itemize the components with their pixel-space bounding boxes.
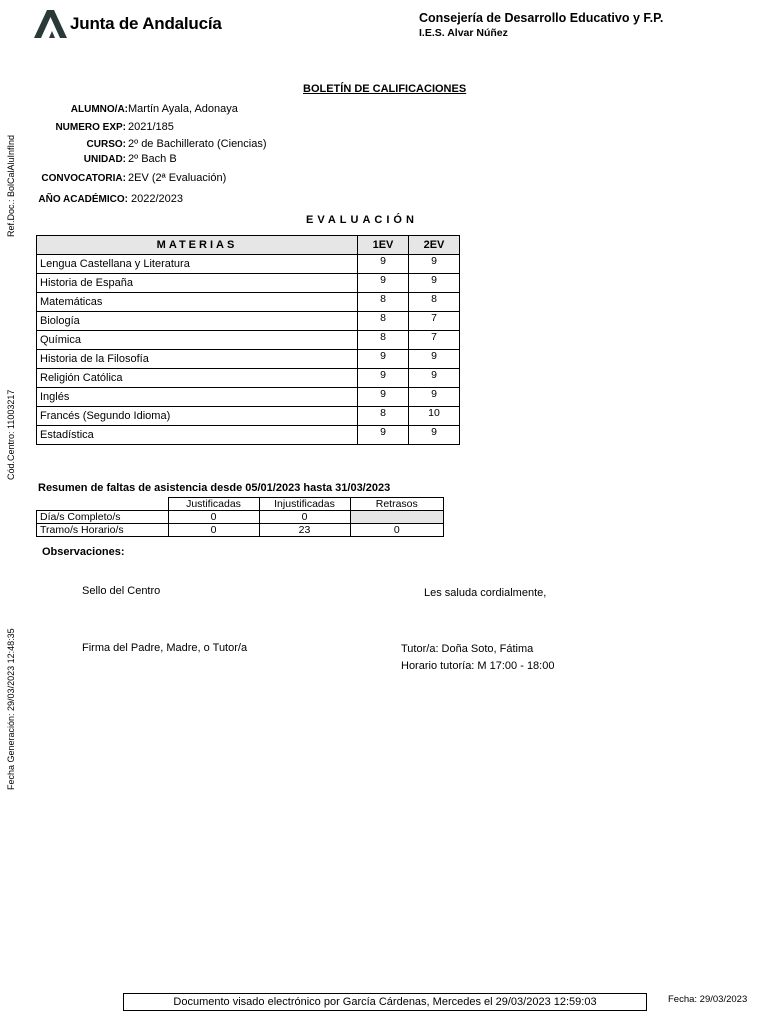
grade-2ev: 9 bbox=[409, 388, 460, 407]
exp-label: NUMERO EXP: bbox=[55, 122, 126, 133]
visado-footer: Documento visado electrónico por García Cárdenas, Mercedes el 29/03/2023 12:59:03 bbox=[123, 993, 647, 1011]
attendance-title: Resumen de faltas de asistencia desde 05/01/2023 hasta 31/03/2023 bbox=[38, 482, 391, 494]
fecha-generacion-side-text: Fecha Generación: 29/03/2023 12:48:35 bbox=[6, 628, 16, 790]
attendance-row-label: Tramo/s Horario/s bbox=[37, 524, 169, 537]
grade-1ev: 9 bbox=[358, 426, 409, 445]
evaluacion-title: EVALUACIÓN bbox=[306, 214, 418, 226]
ev1-header: 1EV bbox=[358, 236, 409, 255]
grade-1ev: 8 bbox=[358, 312, 409, 331]
curso-value: 2º de Bachillerato (Ciencias) bbox=[128, 138, 267, 150]
justificadas-header: Justificadas bbox=[168, 498, 259, 511]
convocatoria-value: 2EV (2ª Evaluación) bbox=[128, 172, 227, 184]
grade-2ev: 9 bbox=[409, 274, 460, 293]
attendance-row-label: Día/s Completo/s bbox=[37, 511, 169, 524]
anio-value: 2022/2023 bbox=[131, 193, 183, 205]
tutor-name: Tutor/a: Doña Soto, Fátima bbox=[401, 643, 534, 655]
subject-name: Matemáticas bbox=[37, 293, 358, 312]
horario-tutoria: Horario tutoría: M 17:00 - 18:00 bbox=[401, 660, 555, 672]
subject-name: Química bbox=[37, 331, 358, 350]
grade-1ev: 9 bbox=[358, 274, 409, 293]
materias-header: MATERIAS bbox=[37, 236, 358, 255]
saludo: Les saluda cordialmente, bbox=[424, 587, 547, 599]
table-row bbox=[37, 255, 460, 274]
ev2-header: 2EV bbox=[409, 236, 460, 255]
subject-name: Historia de España bbox=[37, 274, 358, 293]
grade-2ev: 9 bbox=[409, 426, 460, 445]
sello-centro: Sello del Centro bbox=[82, 585, 161, 597]
ref-doc-side-text: Ref.Doc.: BolCalAluInfInd bbox=[6, 134, 16, 237]
junta-logo-icon bbox=[34, 10, 68, 40]
footer-date: Fecha: 29/03/2023 bbox=[668, 994, 748, 1005]
grade-1ev: 9 bbox=[358, 369, 409, 388]
grade-2ev: 8 bbox=[409, 293, 460, 312]
junta-logo bbox=[34, 10, 222, 40]
exp-value: 2021/185 bbox=[128, 121, 174, 133]
subject-name: Lengua Castellana y Literatura bbox=[37, 255, 358, 274]
subject-name: Biología bbox=[37, 312, 358, 331]
table-row bbox=[37, 293, 460, 312]
grade-1ev: 8 bbox=[358, 293, 409, 312]
document-title: BOLETÍN DE CALIFICACIONES bbox=[303, 83, 467, 95]
attendance-header-row bbox=[37, 498, 444, 511]
injustificadas-value: 23 bbox=[259, 524, 350, 537]
grade-2ev: 9 bbox=[409, 350, 460, 369]
unidad-label: UNIDAD: bbox=[83, 154, 126, 165]
table-row bbox=[37, 331, 460, 350]
justificadas-value: 0 bbox=[168, 524, 259, 537]
retrasos-value: 0 bbox=[350, 524, 444, 537]
convocatoria-label: CONVOCATORIA: bbox=[41, 173, 126, 184]
grade-2ev: 7 bbox=[409, 312, 460, 331]
grade-1ev: 8 bbox=[358, 407, 409, 426]
injustificadas-header: Injustificadas bbox=[259, 498, 350, 511]
cod-centro-side-text: Cód.Centro: 11003217 bbox=[6, 389, 16, 480]
alumno-value: Martín Ayala, Adonaya bbox=[128, 103, 238, 115]
grade-2ev: 9 bbox=[409, 255, 460, 274]
subject-name: Inglés bbox=[37, 388, 358, 407]
table-row bbox=[37, 350, 460, 369]
table-row bbox=[37, 312, 460, 331]
attendance-table bbox=[36, 497, 444, 537]
grade-2ev: 7 bbox=[409, 331, 460, 350]
table-row bbox=[37, 274, 460, 293]
subject-name: Estadística bbox=[37, 426, 358, 445]
grade-1ev: 9 bbox=[358, 350, 409, 369]
alumno-label: ALUMNO/A: bbox=[70, 104, 128, 115]
unidad-value: 2º Bach B bbox=[128, 153, 177, 165]
subject-name: Historia de la Filosofía bbox=[37, 350, 358, 369]
centro-name: I.E.S. Alvar Núñez bbox=[419, 27, 508, 39]
table-row bbox=[37, 388, 460, 407]
grades-header-row bbox=[37, 236, 460, 255]
grade-1ev: 9 bbox=[358, 388, 409, 407]
grades-table bbox=[36, 235, 460, 445]
grade-2ev: 10 bbox=[409, 407, 460, 426]
subject-name: Religión Católica bbox=[37, 369, 358, 388]
grade-1ev: 8 bbox=[358, 331, 409, 350]
curso-label: CURSO: bbox=[86, 139, 126, 150]
table-row bbox=[37, 369, 460, 388]
table-row bbox=[37, 524, 444, 537]
table-row bbox=[37, 511, 444, 524]
consejeria-heading: Consejería de Desarrollo Educativo y F.P. bbox=[419, 11, 664, 25]
grade-2ev: 9 bbox=[409, 369, 460, 388]
retrasos-header: Retrasos bbox=[350, 498, 444, 511]
grade-1ev: 9 bbox=[358, 255, 409, 274]
retrasos-value bbox=[350, 511, 444, 524]
attendance-corner bbox=[37, 498, 169, 511]
justificadas-value: 0 bbox=[168, 511, 259, 524]
anio-label: AÑO ACADÉMICO: bbox=[38, 194, 128, 205]
observaciones-label: Observaciones: bbox=[42, 546, 125, 558]
subject-name: Francés (Segundo Idioma) bbox=[37, 407, 358, 426]
firma-padre: Firma del Padre, Madre, o Tutor/a bbox=[82, 642, 248, 654]
table-row bbox=[37, 426, 460, 445]
logo-text: Junta de Andalucía bbox=[70, 14, 222, 33]
injustificadas-value: 0 bbox=[259, 511, 350, 524]
table-row bbox=[37, 407, 460, 426]
